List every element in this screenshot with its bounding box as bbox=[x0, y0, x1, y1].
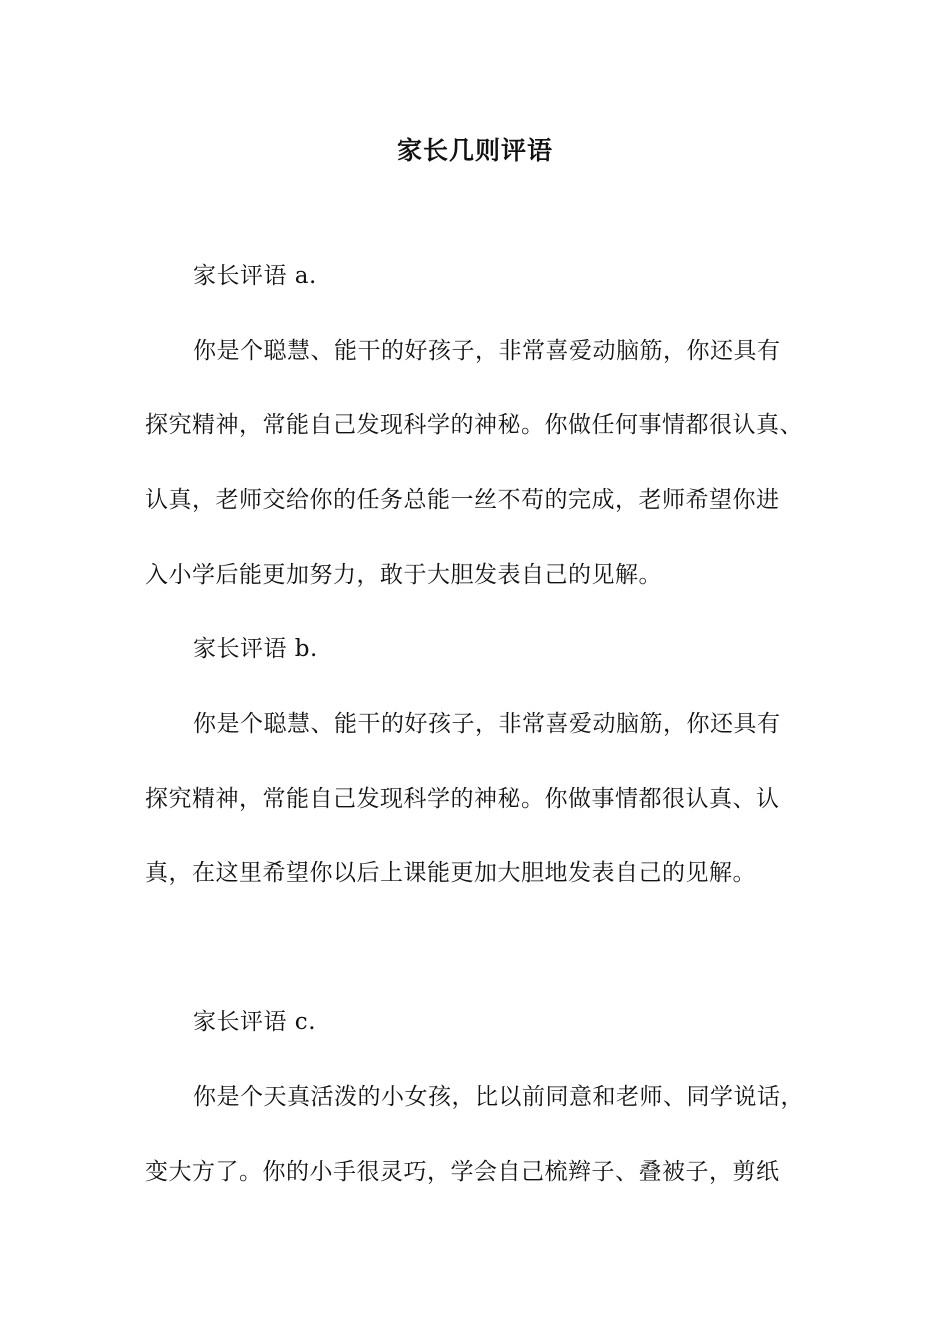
section-heading-a: 家长评语 a. bbox=[193, 263, 317, 289]
paragraph-line: 你是个天真活泼的小女孩，比以前同意和老师、同学说话， bbox=[193, 1084, 804, 1110]
section-heading-b: 家长评语 b. bbox=[193, 636, 318, 662]
paragraph-line: 你是个聪慧、能干的好孩子，非常喜爱动脑筋，你还具有 bbox=[193, 711, 781, 737]
paragraph-line: 入小学后能更加努力，敢于大胆发表自己的见解。 bbox=[145, 562, 662, 588]
paragraph-line: 真，在这里希望你以后上课能更加大胆地发表自己的见解。 bbox=[145, 860, 756, 886]
section-heading-c: 家长评语 c. bbox=[193, 1009, 317, 1035]
paragraph-line: 探究精神，常能自己发现科学的神秘。你做事情都很认真、认 bbox=[145, 786, 780, 812]
paragraph-line: 探究精神，常能自己发现科学的神秘。你做任何事情都很认真、 bbox=[145, 412, 803, 438]
paragraph-line: 变大方了。你的小手很灵巧，学会自己梳辫子、叠被子，剪纸 bbox=[145, 1159, 780, 1185]
paragraph-line: 你是个聪慧、能干的好孩子，非常喜爱动脑筋，你还具有 bbox=[193, 338, 781, 364]
paragraph-line: 认真，老师交给你的任务总能一丝不苟的完成，老师希望你进 bbox=[145, 487, 780, 513]
document-title: 家长几则评语 bbox=[396, 136, 553, 165]
